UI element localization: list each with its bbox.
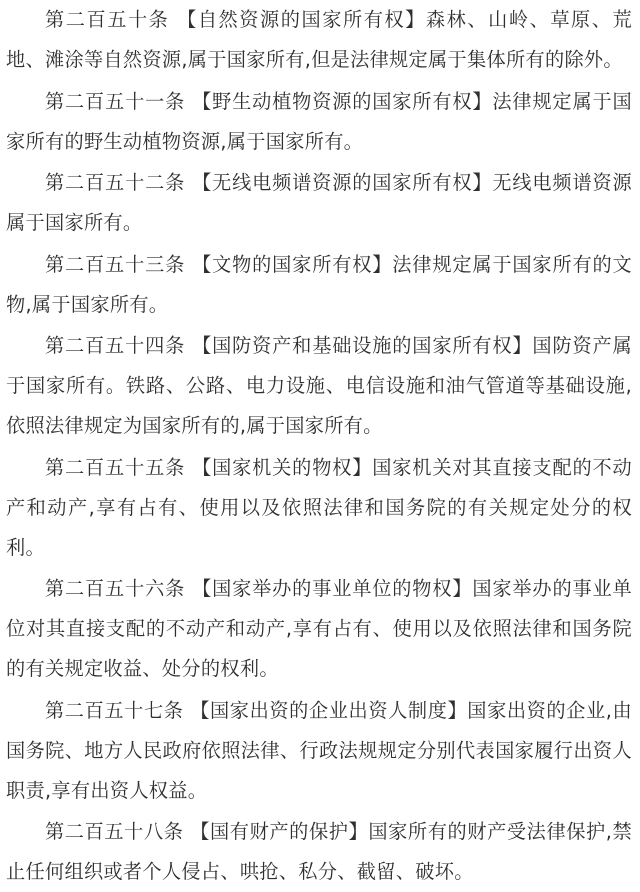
article-title: 【无线电频谱资源的国家所有权】 xyxy=(192,171,493,194)
article-254 xyxy=(6,326,632,446)
article-title: 【国家举办的事业单位的物权】 xyxy=(192,577,473,600)
article-title: 【自然资源的国家所有权】 xyxy=(177,8,426,31)
article-256 xyxy=(6,569,632,689)
article-number: 第二百五十六条 xyxy=(45,577,186,600)
article-body: 国家出资的企业,由国务院、地方人民政府依照法律、行政法规规定分别代表国家履行出资人职责,享有出资人权益。 xyxy=(6,698,632,802)
article-title: 【国家机关的物权】 xyxy=(192,455,373,479)
article-body: 无线电频谱资源属于国家所有。 xyxy=(6,171,632,234)
article-body: 国家举办的事业单位对其直接支配的不动产和动产,享有占有、使用以及依照法律和国务院的有关规定收益、处分的权利。 xyxy=(6,577,632,680)
article-number: 第二百五十二条 xyxy=(45,171,186,194)
article-258 xyxy=(6,812,632,892)
article-title: 【国家出资的企业出资人制度】 xyxy=(190,698,468,722)
article-number: 第二百五十四条 xyxy=(45,334,186,357)
article-number: 第二百五十三条 xyxy=(45,252,186,276)
article-number: 第二百五十七条 xyxy=(45,698,184,722)
article-number: 第二百五十八条 xyxy=(45,820,184,843)
article-title: 【国防资产和基础设施的国家所有权】 xyxy=(192,334,533,357)
article-number: 第二百五十五条 xyxy=(45,455,186,479)
article-body: 国家所有的财产受法律保护,禁止任何组织或者个人侵占、哄抢、私分、截留、破坏。 xyxy=(6,820,632,883)
article-252 xyxy=(6,163,632,243)
article-body: 法律规定属于国家所有的野生动植物资源,属于国家所有。 xyxy=(6,89,632,153)
article-body: 国家机关对其直接支配的不动产和动产,享有占有、使用以及依照法律和国务院的有关规定处分的权利。 xyxy=(6,455,632,559)
article-257 xyxy=(6,691,632,811)
article-body: 法律规定属于国家所有的文物,属于国家所有。 xyxy=(6,252,632,316)
article-255 xyxy=(6,448,632,568)
document-page xyxy=(6,0,632,892)
article-title: 【国有财产的保护】 xyxy=(190,820,369,843)
article-title: 【野生动植物资源的国家所有权】 xyxy=(192,89,493,113)
article-253 xyxy=(6,245,632,325)
article-number: 第二百五十一条 xyxy=(45,89,186,113)
article-251 xyxy=(6,82,632,162)
article-body: 森林、山岭、草原、荒地、滩涂等自然资源,属于国家所有,但是法律规定属于集体所有的除外。 xyxy=(6,8,633,71)
article-body: 国防资产属于国家所有。铁路、公路、电力设施、电信设施和油气管道等基础设施,依照法律规定为国家所有的,属于国家所有。 xyxy=(6,334,632,437)
article-250 xyxy=(6,0,632,80)
article-number: 第二百五十条 xyxy=(45,8,170,31)
article-title: 【文物的国家所有权】 xyxy=(192,252,393,276)
